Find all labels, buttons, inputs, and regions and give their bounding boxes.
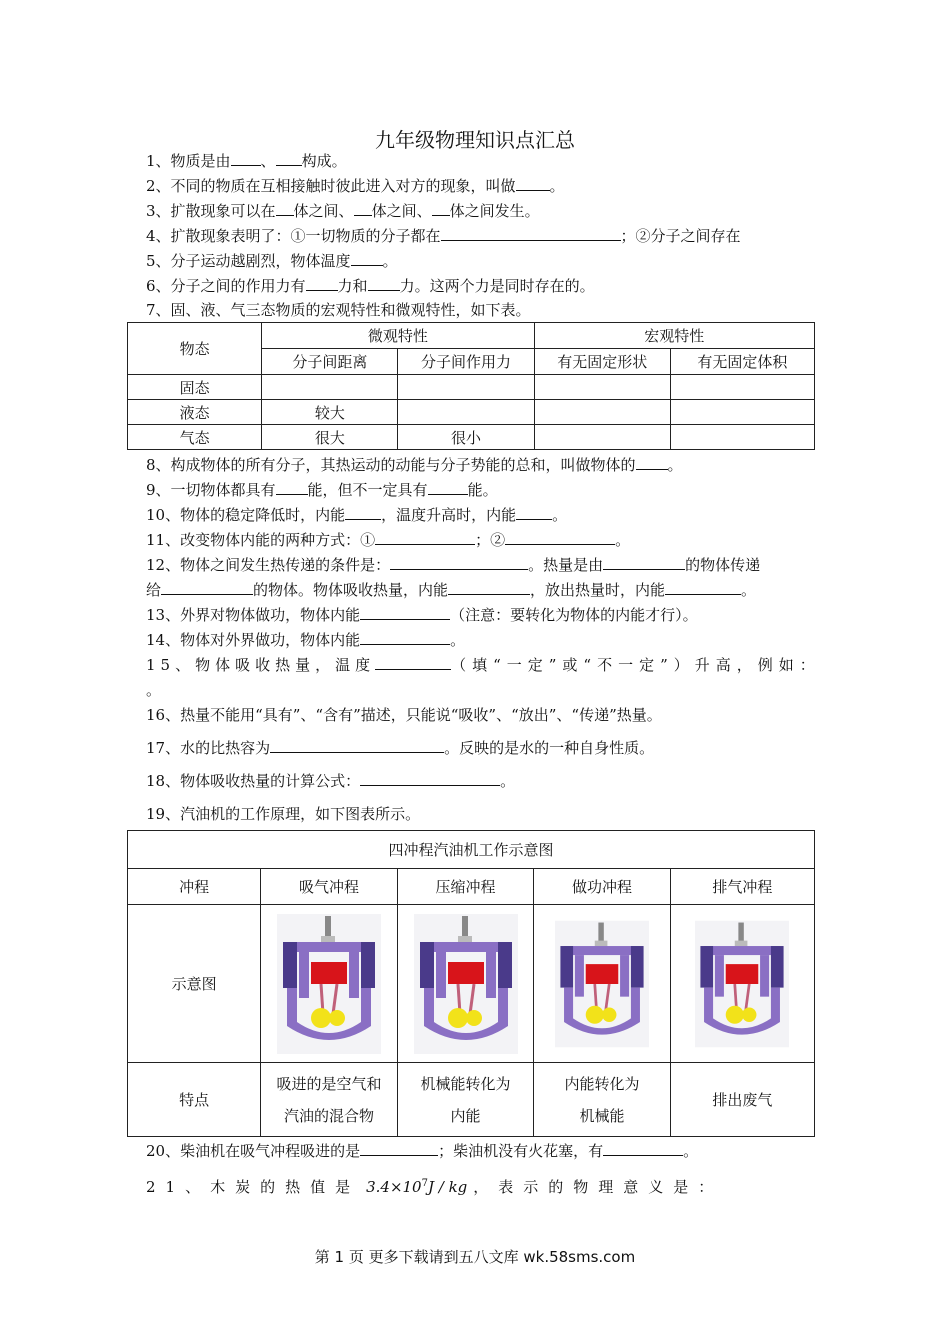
- feature-exhaust: 排出废气: [670, 1063, 814, 1137]
- exhaust-diagram: [670, 905, 814, 1063]
- th-sub: 分子间距离: [262, 349, 398, 375]
- q13: 13、外界对物体做功，物体内能 （注意：要转化为物体的内能才行）。: [146, 606, 698, 624]
- q15-cont: 。: [146, 681, 162, 699]
- engine-exhaust-image: [695, 920, 789, 1048]
- q5: 5、分子运动越剧烈，物体温度 。: [146, 252, 398, 270]
- q4: 4、扩散现象表明了：①一切物质的分子都在 ；②分子之间存在: [146, 227, 741, 245]
- th-exhaust: 排气冲程: [670, 869, 814, 905]
- th-intake: 吸气冲程: [261, 869, 398, 905]
- q15: 15、物体吸收热量，温度 （填“一定”或“不一定”）升高，例如：: [146, 656, 821, 674]
- q7: 7、固、液、气三态物质的宏观特性和微观特性，如下表。: [146, 301, 531, 319]
- q20: 20、柴油机在吸气冲程吸进的是 ；柴油机没有火花塞，有 。: [146, 1142, 699, 1160]
- th-sub: 分子间作用力: [398, 349, 534, 375]
- diagram-label: 示意图: [128, 905, 261, 1063]
- th-stroke: 冲程: [128, 869, 261, 905]
- engine-power-image: [555, 920, 649, 1048]
- page-title: 九年级物理知识点汇总: [375, 128, 575, 152]
- table-row: 液态 较大: [128, 400, 815, 425]
- states-table: [127, 322, 815, 450]
- feature-intake: 吸进的是空气和 汽油的混合物: [261, 1063, 398, 1137]
- q3: 3、扩散现象可以在 体之间、 体之间、 体之间发生。: [146, 202, 540, 220]
- page-footer: 第 1 页 更多下载请到五八文库 wk.58sms.com: [314, 1248, 636, 1266]
- q16: 16、热量不能用“具有”、“含有”描述，只能说“吸收”、“放出”、“传递”热量。: [146, 706, 662, 724]
- th-power: 做功冲程: [534, 869, 670, 905]
- q2: 2、不同的物质在互相接触时彼此进入对方的现象，叫做 。: [146, 177, 565, 195]
- q8: 8、构成物体的所有分子，其热运动的动能与分子势能的总和，叫做物体的 。: [146, 456, 683, 474]
- q12-cont: 给 的物体。物体吸收热量，内能 ，放出热量时，内能 。: [146, 581, 757, 599]
- intake-diagram: [261, 905, 398, 1063]
- engine-intake-image: [277, 914, 381, 1054]
- engine-table-caption: 四冲程汽油机工作示意图: [128, 831, 815, 869]
- compression-diagram: [397, 905, 534, 1063]
- q14: 14、物体对外界做功，物体内能 。: [146, 631, 466, 649]
- table-row: 固态: [128, 375, 815, 400]
- table-row: 气态 很大 很小: [128, 425, 815, 450]
- th-sub: 有无固定体积: [670, 349, 814, 375]
- q18: 18、物体吸收热量的计算公式： 。: [146, 772, 516, 790]
- engine-compression-image: [414, 914, 518, 1054]
- feature-compression: 机械能转化为 内能: [397, 1063, 534, 1137]
- q21: 21、木炭的热值是 $3.4\times 10^7J$ / kg ，表示的物理意义是：: [146, 1178, 724, 1196]
- th-state: 物态: [128, 323, 262, 375]
- q10: 10、物体的稳定降低时，内能 ，温度升高时，内能 。: [146, 506, 568, 524]
- q1: 1、物质是由 、 构成。: [146, 152, 347, 170]
- th-macro: 宏观特性: [534, 323, 814, 349]
- th-compression: 压缩冲程: [397, 869, 534, 905]
- q17: 17、水的比热容为 。反映的是水的一种自身性质。: [146, 739, 655, 757]
- th-micro: 微观特性: [262, 323, 534, 349]
- th-sub: 有无固定形状: [534, 349, 670, 375]
- feature-power: 内能转化为 机械能: [534, 1063, 670, 1137]
- q12: 12、物体之间发生热传递的条件是： 。热量是由 的物体传递: [146, 556, 761, 574]
- q6: 6、分子之间的作用力有 力和 力。这两个力是同时存在的。: [146, 277, 595, 295]
- q9: 9、一切物体都具有 能，但不一定具有 能。: [146, 481, 498, 499]
- q19: 19、汽油机的工作原理，如下图表所示。: [146, 805, 421, 823]
- power-diagram: [534, 905, 670, 1063]
- engine-table: [127, 830, 815, 1137]
- feature-label: 特点: [128, 1063, 261, 1137]
- q11: 11、改变物体内能的两种方式：① ；② 。: [146, 531, 631, 549]
